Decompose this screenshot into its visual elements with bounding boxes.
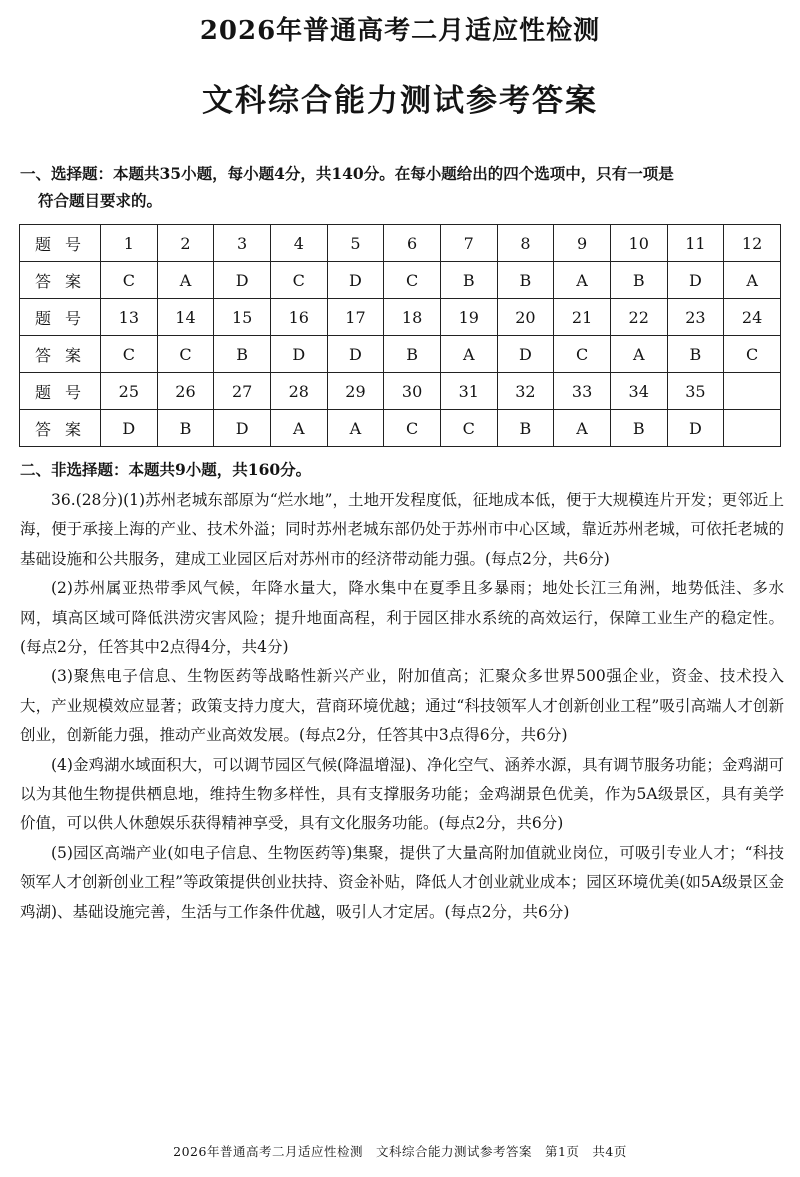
answer-body [20,486,784,927]
question-number-cell: 3 [214,225,271,262]
question-number-cell: 25 [101,373,158,410]
question-number-cell: 10 [610,225,667,262]
section1-heading [20,160,785,214]
exam-title: 2026年普通高考二月适应性检测 [199,16,601,46]
answer-label: 答案 [20,262,101,299]
answer-cell: B [384,336,441,373]
question-number-cell: 24 [724,299,781,336]
question-number-cell: 21 [554,299,611,336]
question-number-row [20,225,781,262]
question-number-cell: 17 [327,299,384,336]
question-number-cell: 13 [101,299,158,336]
answer-cell: B [497,262,554,299]
answer-cell: D [327,262,384,299]
answer-cell: D [214,410,271,447]
question-number-cell: 20 [497,299,554,336]
section1-heading-line1: 一、选择题：本题共35小题，每小题4分，共140分。在每小题给出的四个选项中，只有一项是 [20,164,674,183]
answer-cell: C [101,336,158,373]
document-subtitle: 文科综合能力测试参考答案 [202,83,598,119]
answer-cell: B [667,336,724,373]
answer-cell: D [214,262,271,299]
question-number-cell: 1 [101,225,158,262]
question-number-cell: 8 [497,225,554,262]
question-number-cell: 2 [157,225,214,262]
question-number-cell: 9 [554,225,611,262]
answer-cell: C [554,336,611,373]
question-number-cell: 29 [327,373,384,410]
answer-paragraph-36-2: (2)苏州属亚热带季风气候，年降水量大，降水集中在夏季且多暴雨；地处长江三角洲，地势低洼、多水网，填高区域可降低洪涝灾害风险；提升地面高程，利于园区排水系统的高效运行，保障工业生产的稳定性。(每点2分，任答其中2点得4分，共4分) [20,579,784,657]
page-footer: 2026年普通高考二月适应性检测 文科综合能力测试参考答案 第1页 共4页 [173,1144,627,1159]
question-number-cell: 30 [384,373,441,410]
answer-paragraph-36-3: (3)聚焦电子信息、生物医药等战略性新兴产业，附加值高；汇聚众多世界500强企业，资金、技术投入大，产业规模效应显著；政策支持力度大，营商环境优越；通过“科技领军人才创新创业工程”吸引高端人才创新创业，创新能力强，推动产业高效发展。(每点2分，任答其中3点得6分，共6分) [20,667,784,745]
answer-label: 答案 [20,336,101,373]
answer-cell: A [270,410,327,447]
section1-heading-line2: 符合题目要求的。 [38,191,163,210]
answer-cell: C [101,262,158,299]
answer-row [20,262,781,299]
question-number-cell: 23 [667,299,724,336]
question-number-cell: 28 [270,373,327,410]
question-number-cell: 6 [384,225,441,262]
answer-cell: A [554,410,611,447]
answer-cell: B [497,410,554,447]
answer-paragraph-36-4: (4)金鸡湖水域面积大，可以调节园区气候(降温增湿)、净化空气、涵养水源，具有调节服务功能；金鸡湖可以为其他生物提供栖息地，维持生物多样性，具有支撑服务功能；金鸡湖景色优美，作为5A级景区，具有美学价值，可以供人休憩娱乐获得精神享受，具有文化服务功能。(每点2分，共6分) [20,755,784,833]
question-number-label: 题号 [20,299,101,336]
section2-heading: 二、非选择题：本题共9小题，共160分。 [20,460,312,479]
question-number-cell: 18 [384,299,441,336]
question-number-row [20,373,781,410]
answer-row [20,336,781,373]
answer-cell: A [157,262,214,299]
question-number-cell: 22 [610,299,667,336]
answer-cell: D [270,336,327,373]
answer-cell: B [157,410,214,447]
answer-cell: B [610,410,667,447]
answer-cell: C [440,410,497,447]
answer-cell: A [440,336,497,373]
question-number-cell: 12 [724,225,781,262]
answer-cell: D [101,410,158,447]
answer-cell: B [214,336,271,373]
question-number-cell: 35 [667,373,724,410]
question-number-cell: 19 [440,299,497,336]
answer-label: 答案 [20,410,101,447]
question-number-cell: 15 [214,299,271,336]
empty-cell [724,373,781,410]
answer-cell: C [724,336,781,373]
question-number-cell: 5 [327,225,384,262]
empty-cell [724,410,781,447]
answer-cell: A [554,262,611,299]
answer-cell: C [270,262,327,299]
question-number-cell: 34 [610,373,667,410]
answer-cell: D [667,410,724,447]
answer-cell: C [157,336,214,373]
answer-table [19,224,781,447]
answer-cell: D [327,336,384,373]
answer-paragraph-36-5: (5)园区高端产业(如电子信息、生物医药等)集聚，提供了大量高附加值就业岗位，可吸引专业人才；“科技领军人才创新创业工程”等政策提供创业扶持、资金补贴，降低人才创业就业成本；园区环境优美(如5A级景区金鸡湖)、基础设施完善，生活与工作条件优越，吸引人才定居。(每点2分，共6分) [20,843,784,921]
answer-row [20,410,781,447]
question-number-label: 题号 [20,373,101,410]
question-number-cell: 32 [497,373,554,410]
answer-cell: C [384,262,441,299]
answer-cell: C [384,410,441,447]
question-number-row [20,299,781,336]
question-number-cell: 33 [554,373,611,410]
question-number-cell: 16 [270,299,327,336]
question-number-cell: 31 [440,373,497,410]
answer-cell: D [667,262,724,299]
question-number-cell: 7 [440,225,497,262]
answer-cell: B [610,262,667,299]
answer-cell: A [724,262,781,299]
answer-cell: A [610,336,667,373]
question-number-cell: 11 [667,225,724,262]
question-number-label: 题号 [20,225,101,262]
answer-paragraph-36-1: 36.(28分)(1)苏州老城东部原为“烂水地”，土地开发程度低，征地成本低，便于大规模连片开发；更邻近上海，便于承接上海的产业、技术外溢；同时苏州老城东部仍处于苏州市中心区域，靠近苏州老城，可依托老城的基础设施和公共服务，建成工业园区后对苏州市的经济带动能力强。(每点2分，共6分) [20,491,784,568]
question-number-cell: 27 [214,373,271,410]
question-number-cell: 26 [157,373,214,410]
answer-cell: D [497,336,554,373]
question-number-cell: 14 [157,299,214,336]
question-number-cell: 4 [270,225,327,262]
answer-cell: B [440,262,497,299]
answer-cell: A [327,410,384,447]
